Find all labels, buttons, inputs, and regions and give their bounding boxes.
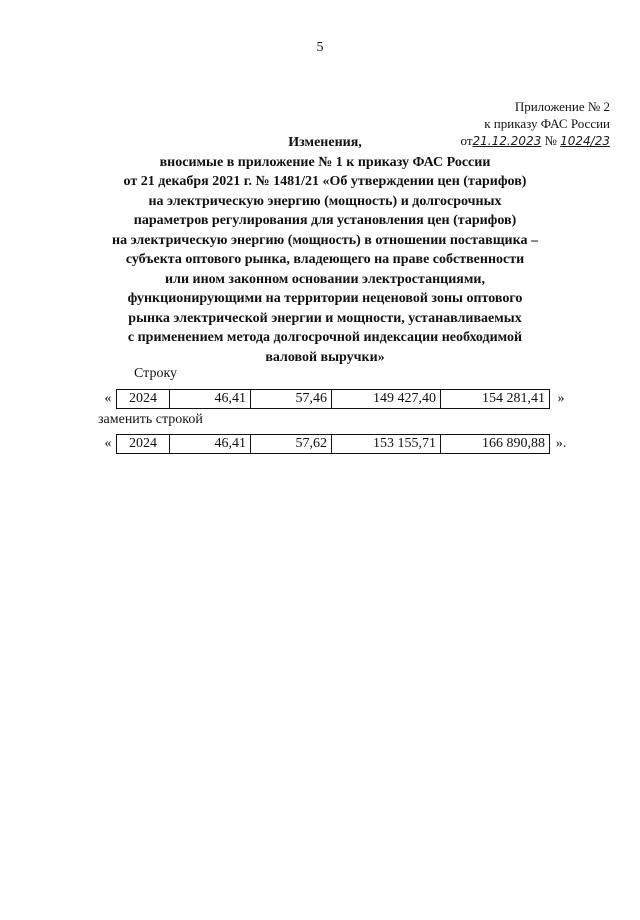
label-replace: заменить строкой — [98, 412, 203, 427]
table-cell: 154 281,41 — [441, 390, 550, 409]
open-quote: « — [104, 391, 112, 406]
title-line: вносимые в приложение № 1 к приказу ФАС России — [159, 154, 491, 170]
table-cell: 153 155,71 — [332, 435, 441, 454]
close-quote: » — [557, 391, 565, 406]
title-line: параметров регулирования для установления цен (тарифов) — [133, 213, 517, 228]
close-quote: ». — [555, 436, 567, 451]
title-line: субъекта оптового рынка, владеющего на праве собственности — [125, 252, 525, 267]
page-number: 5 — [316, 40, 324, 55]
date-prefix: от — [460, 133, 473, 148]
number-prefix: № — [544, 133, 557, 148]
table-cell: 57,46 — [251, 390, 332, 409]
table-cell: 46,41 — [170, 435, 251, 454]
open-quote: « — [104, 436, 112, 451]
old-row-table — [116, 389, 550, 409]
table-cell: 46,41 — [170, 390, 251, 409]
title-line: на электрическую энергию (мощность) и долгосрочных — [148, 193, 502, 209]
table-cell: 57,62 — [251, 435, 332, 454]
handwritten-number: 1024/23 — [560, 134, 610, 148]
title-line: валовой выручки» — [265, 349, 385, 365]
table-cell: 149 427,40 — [332, 390, 441, 409]
table-cell-year: 2024 — [117, 435, 170, 454]
handwritten-date: 21.12.2023 — [472, 134, 542, 148]
title-line: рынка электрической энергии и мощности, устанавливаемых — [128, 310, 522, 326]
appendix-line-1: Приложение № 2 — [514, 99, 610, 114]
label-row: Строку — [134, 366, 178, 381]
title-line: или ином законном основании электростанциями, — [165, 271, 485, 287]
table-cell-year: 2024 — [117, 390, 170, 409]
appendix-line-2: к приказу ФАС России — [484, 116, 610, 131]
new-row-table — [116, 434, 550, 454]
document-title — [90, 133, 560, 367]
old-row — [100, 387, 572, 411]
title-line: Изменения, — [288, 135, 362, 150]
table-cell: 166 890,88 — [441, 435, 550, 454]
title-line: с применением метода долгосрочной индексации необходимой — [127, 330, 523, 345]
new-row — [100, 432, 572, 456]
title-line: функционирующими на территории неценовой зоны оптового — [127, 291, 523, 306]
title-line: от 21 декабря 2021 г. № 1481/21 «Об утверждении цен (тарифов) — [123, 174, 527, 189]
title-line: на электрическую энергию (мощность) в отношении поставщика – — [112, 232, 538, 248]
